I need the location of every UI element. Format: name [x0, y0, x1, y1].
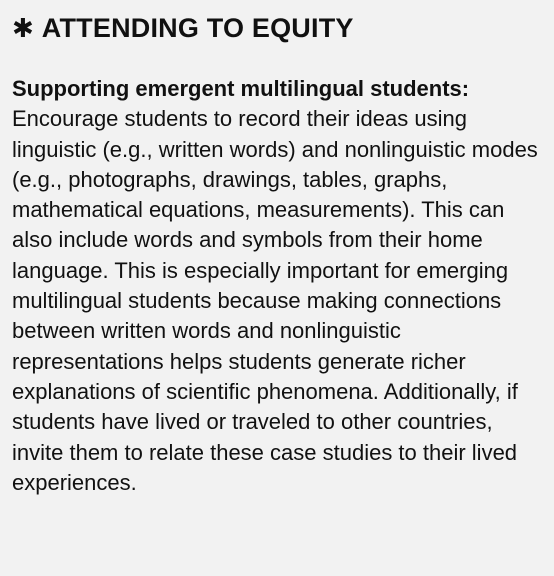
callout-body	[12, 74, 540, 498]
callout-heading	[12, 8, 544, 48]
callout-lead: Supporting emergent multilingual students:	[12, 76, 470, 101]
asterisk-icon: ✱	[12, 13, 34, 43]
callout-heading-text: ATTENDING TO EQUITY	[41, 12, 354, 43]
callout-body-text: Encourage students to record their ideas using linguistic (e.g., written words) and nonlinguistic modes (e.g., photographs, drawings, tables, graphs, mathematical equations, measurements). This can also include words and symbols from their home language. This is especially important for emerging multilingual students because making connections between written words and nonlinguistic representations helps students generate richer explanations of scientific phenomena. Additionally, if students have lived or traveled to other countries, invite them to relate these case studies to their lived experiences.	[12, 106, 538, 495]
